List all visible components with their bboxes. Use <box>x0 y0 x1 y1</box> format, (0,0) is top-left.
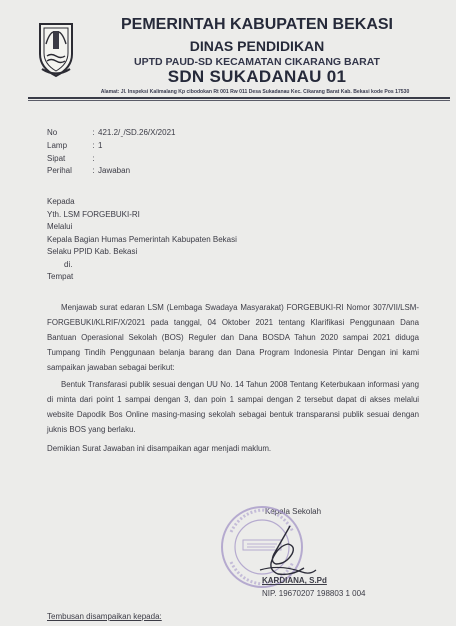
recipient-tempat: Tempat <box>47 272 74 281</box>
footer-tembusan: Tembusan disampaikan kepada: <box>47 612 162 621</box>
letterhead-divider-thin <box>28 100 450 101</box>
meta-lamp-label: Lamp <box>47 141 68 150</box>
letterhead-government: PEMERINTAH KABUPATEN BEKASI <box>120 16 393 33</box>
body-closing: Demikian Surat Jawaban ini disampaikan agar menjadi maklum. <box>47 444 272 453</box>
recipient-di: di. <box>64 260 73 269</box>
signature-title: Kepala Sekolah <box>265 507 322 516</box>
meta-no-value: 421.2/ ̱ /SD.26/X/2021 <box>98 128 176 137</box>
body-paragraph-2: Bentuk Transfarasi publik sesuai dengan UU No. 14 Tahun 2008 Tentang Keterbukaan informasi yang di minta dari point 1 sampai dengan 3, dan poin 1 sampai dengan 2 tersebut dapat di akses melalui website Dapodik Bos Online masing-masing sekolah sebagai bentuk transparansi publik sesuai dengan juknis BOS yang berlaku. <box>47 380 419 434</box>
letterhead-office: DINAS PENDIDIKAN <box>189 38 325 54</box>
meta-lamp-value: 1 <box>98 141 103 150</box>
letterhead-divider <box>28 97 450 99</box>
letterhead-address: Alamat: Jl. Inspeksi Kalimalang Kp cibodokan Rt 001 Rw 011 Desa Sukadanau Kec. Cikarang Barat Kab. Bekasi kode Pos 17530 <box>100 89 410 95</box>
letterhead-unit: UPTD PAUD-SD KECAMATAN CIKARANG BARAT <box>134 56 380 68</box>
recipient-melalui: Melalui <box>47 222 73 231</box>
signature-nip: NIP. 19670207 198803 1 004 <box>262 589 366 598</box>
meta-perihal-value: Jawaban <box>98 166 131 175</box>
meta-lamp: Lamp : 1 <box>47 141 103 150</box>
meta-sipat: Sipat : <box>47 154 95 163</box>
recipient-kepada: Kepada <box>47 197 75 206</box>
recipient-yth: Yth. LSM FORGEBUKI-RI <box>47 210 140 219</box>
body-paragraph-1: Menjawab surat edaran LSM (Lembaga Swadaya Masyarakat) FORGEBUKI-RI Nomor 307/VII/LSM- FORGEBUKI/KLRIF/X/2021 pada tanggal, 04 Oktober 2021 tentang Klarifikasi Penggunaan Dana Bantuan Operasional Sekolah (BOS) Reguler dan Dana BOSDA Tahun 2020 sampai 2021 diduga Tumpang Tindih Penggunaan belanja barang dan Dana Program Indonesia Pintar Dengan ini kami sampaikan jawaban sebagai berikut: <box>47 303 419 372</box>
meta-no: No : 421.2/ ̱ /SD.26/X/2021 <box>47 128 176 137</box>
letterhead-school: SDN SUKADANAU 01 <box>167 67 347 86</box>
meta-sipat-label: Sipat <box>47 154 66 163</box>
recipient-line1: Kepala Bagian Humas Pemerintah Kabupaten Bekasi <box>47 235 237 244</box>
meta-no-label: No <box>47 128 58 137</box>
handwritten-signature <box>252 520 322 580</box>
meta-perihal-label: Perihal <box>47 166 72 175</box>
signature-name: KARDIANA, S.Pd <box>262 576 327 585</box>
recipient-line2: Selaku PPID Kab. Bekasi <box>47 247 138 256</box>
meta-perihal: Perihal : Jawaban <box>47 166 131 175</box>
kabupaten-bekasi-logo <box>36 20 76 78</box>
